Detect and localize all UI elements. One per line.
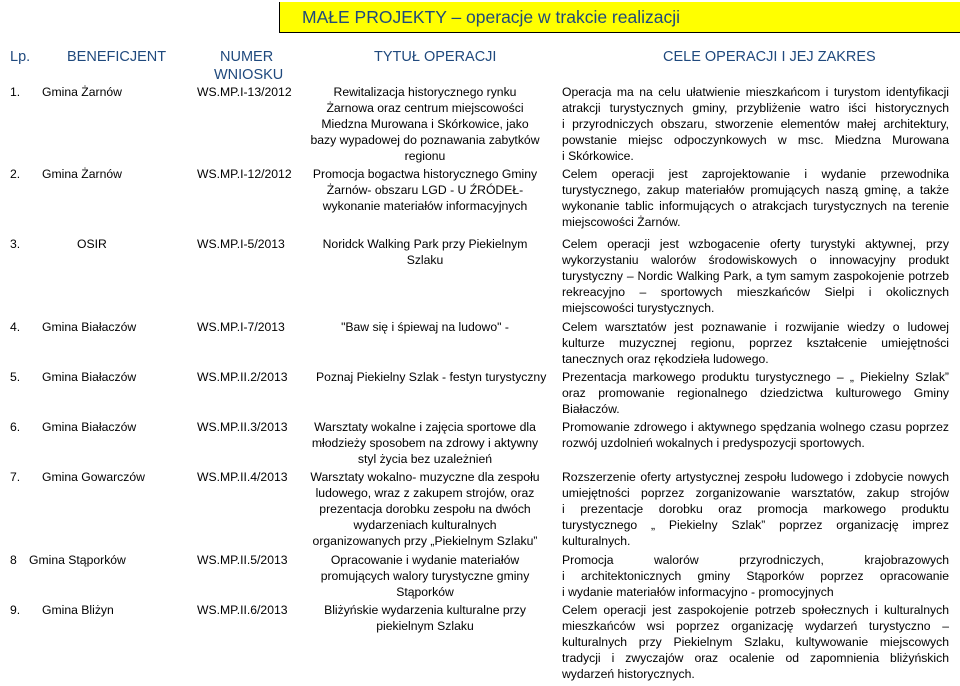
row-1-beneficjent: Gmina Żarnów [42,85,122,99]
row-7-numer: WS.MP.II.4/2013 [197,470,288,484]
row-9-numer: WS.MP.II.6/2013 [197,603,288,617]
row-7-beneficjent: Gmina Gowarczów [42,470,145,484]
row-4-numer: WS.MP.I-7/2013 [197,320,285,334]
row-8-beneficjent: Gmina Stąporków [29,553,126,567]
row-2-numer: WS.MP.I-12/2012 [197,167,292,181]
row-1-tytul: Rewitalizacja historycznego rynku Żarnowa oraz centrum miejscowości Miedzna Murowana i Skórkowice, jako bazy wypadowej do poznawania zabytków regionu [310,85,540,163]
row-7-tytul: Warsztaty wokalno- muzyczne dla zespołu ludowego, wraz z zakupem strojów, oraz prezentacja dorobku zespołu na dwóch wydarzeniach kulturalnych organizowanych przy „Piekielnym Szlaku” [310,470,540,548]
row-3-cele: Celem operacji jest wzbogacenie oferty turystyki aktywnej, przy wykorzystaniu walorów środowiskowych o innowacyjny produkt turystyczny – Nordic Walking Park, a tym samym zaspokojenie potrzeb rekreacyjno – sportowych mieszkańców Sielpi i okolicznych miejscowości turystycznych. [562,237,949,315]
row-4-cele: Celem warsztatów jest poznawanie i rozwijanie wiedzy o ludowej kulturze muzycznej regionu, poprzez kształcenie umiejętności tanecznych oraz rękodzieła ludowego. [562,320,949,366]
header-tytul: TYTUŁ OPERACJI [374,49,497,65]
row-3-beneficjent: OSIR [77,237,107,251]
row-9-tytul: Bliżyńskie wydarzenia kulturalne przy piekielnym Szlaku [324,603,526,633]
row-9-cele: Celem operacji jest zaspokojenie potrzeb społecznych i kulturalnych mieszkańców wsi poprzez organizację wydarzeń turystyczno – kulturalnych przy Piekielnym Szlaku, kultywowanie miejscowych tradycji i zwyczajów oraz ocalenie od zapomnienia bliżyńskich wydarzeń historycznych. [562,603,949,681]
row-8-cele: Promocja walorów przyrodniczych, krajobrazowych i architektonicznych gminy Stąporków poprzez opracowanie i wydanie materiałów informacyjno - promocyjnych [562,553,949,599]
row-1-lp: 1. [10,85,21,99]
row-4-beneficjent: Gmina Białaczów [42,320,137,334]
row-5-cele: Prezentacja markowego produktu turystycznego – „ Piekielny Szlak” oraz promowanie regionalnego dziedzictwa kulturowego Gminy Białaczów. [562,370,949,416]
row-2-tytul: Promocja bogactwa historycznego Gminy Żarnów- obszaru LGD - U ŹRÓDEŁ- wykonanie materiałów informacyjnych [312,167,538,213]
row-2-beneficjent: Gmina Żarnów [42,167,122,181]
row-6-cele: Promowanie zdrowego i aktywnego spędzania wolnego czasu poprzez rozwój uzdolnień wokalnych i predyspozycji sportowych. [562,420,949,450]
header-lp: Lp. [10,49,31,65]
title-banner [279,2,960,33]
row-2-cele: Celem operacji jest zaprojektowanie i wydanie przewodnika turystycznego, zakup materiałów promujących naszą gminę, a także wykonanie tablic informujących o atrakcjach turystycznych na terenie miejscowości Żarnów. [562,167,949,229]
row-3-numer: WS.MP.I-5/2013 [197,237,285,251]
row-1-cele: Operacja ma na celu ułatwienie mieszkańcom i turystom identyfikacji atrakcji turystycznych gminy, przybliżenie watro iści historycznych i przyrodniczych obszaru, stworzenie elementów małej architektury, powstanie miejsc odpoczynkowych w msc. Miedzna Murowana i Skórkowice. [562,85,949,163]
row-8-lp: 8 [10,553,17,567]
row-9-beneficjent: Gmina Bliżyn [42,603,114,617]
row-6-tytul: Warsztaty wokalne i zajęcia sportowe dla młodzieży sposobem na zdrowy i aktywny styl życia bez uzależnień [311,420,539,466]
row-7-lp: 7. [10,470,21,484]
header-cele: CELE OPERACJI I JEJ ZAKRES [663,49,876,65]
row-5-lp: 5. [10,370,21,384]
row-6-numer: WS.MP.II.3/2013 [197,420,288,434]
page-title: MAŁE PROJEKTY – operacje w trakcie realizacji [302,7,681,27]
row-2-lp: 2. [10,167,21,181]
header-wnioskiu: WNIOSKU [214,67,284,83]
header-numer: NUMER [220,49,274,65]
row-1-numer: WS.MP.I-13/2012 [197,85,292,99]
row-5-tytul: Poznaj Piekielny Szlak - festyn turystyczny [316,370,547,384]
row-7-cele: Rozszerzenie oferty artystycznej zespołu ludowego i zdobycie nowych umiejętności poprzez zorganizowanie warsztatów, zakup strojów i prezentacje dorobku oraz promocja markowego produktu turystycznego „ Piekielny Szlak” poprzez organizację imprez kulturalnych. [562,470,949,548]
row-3-tytul: Noridck Walking Park przy Piekielnym Szlaku [322,237,528,267]
row-4-lp: 4. [10,320,21,334]
row-6-lp: 6. [10,420,21,434]
row-3-lp: 3. [10,237,21,251]
row-6-beneficjent: Gmina Białaczów [42,420,137,434]
row-4-tytul: "Baw się i śpiewaj na ludowo" - [341,320,509,334]
row-9-lp: 9. [10,603,21,617]
header-beneficjent: BENEFICJENT [67,49,167,65]
row-8-numer: WS.MP.II.5/2013 [197,553,288,567]
row-5-beneficjent: Gmina Białaczów [42,370,137,384]
row-5-numer: WS.MP.II.2/2013 [197,370,288,384]
row-8-tytul: Opracowanie i wydanie materiałów promujących walory turystyczne gminy Stąporków [320,553,530,599]
